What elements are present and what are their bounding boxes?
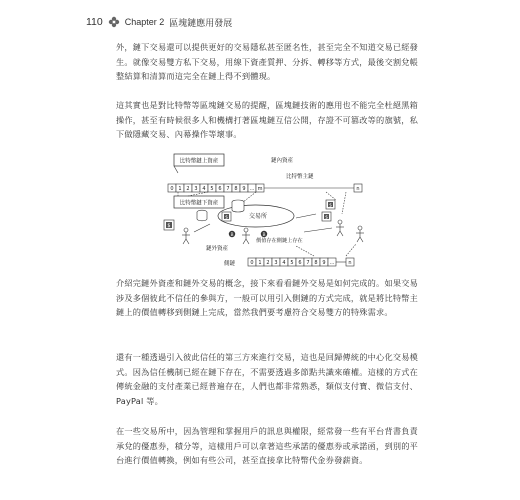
svg-text:B: B: [262, 233, 266, 238]
offchain-asset-label: 鏈外資產: [206, 246, 229, 252]
mainchain-block-label: 1: [178, 186, 182, 192]
btc-mainchain-label: 比特幣主鏈: [286, 174, 314, 180]
sidechain-block-label: 8: [314, 260, 318, 266]
sidechain-block-label: 4: [282, 260, 286, 266]
onchain-asset-label: 鏈內資產: [271, 158, 294, 164]
sidechain-block-label: ...: [329, 260, 335, 266]
svg-text:$: $: [167, 223, 171, 229]
sidechain-block-label: 5: [290, 260, 294, 266]
mainchain-block-label: 3: [194, 186, 198, 192]
dollar-coupon-icon: [222, 212, 231, 221]
dollar-coupon-icon: [322, 212, 331, 221]
sidechain-block-label: 1: [258, 260, 262, 266]
value-on-sidechain-label: 價值存在側鏈上存在: [256, 238, 303, 244]
sidechain-block-label: 3: [274, 260, 278, 266]
btc-offchain-asset-label: 比特幣鏈下資產: [179, 200, 219, 207]
sidechain-label: 側鏈: [224, 261, 236, 267]
person-icon: [356, 226, 364, 242]
dollar-coupon-icon: [164, 220, 174, 230]
mainchain-block-label: 2: [186, 186, 190, 192]
chapter-title: 區塊鏈應用發展: [169, 18, 233, 29]
paragraph-1: 外，鏈下交易還可以提供更好的交易隱私甚至匿名性，甚至完全不知道交易已經發生。就像交易雙方私下交易，用線下資產質押、分拆、轉移等方式，最後交割兌帳整結算和清算而這完全在鏈上得不到體現。: [116, 42, 418, 82]
paragraph-4: 還有一種透過引入彼此信任的第三方來進行交易，這也是回歸傳統的中心化交易模式。因為信任機制已經在鏈下存在，不需要透過多節點共識來確權。這樣的方式在傳統金融的支付產業已經普遍存在，人們也都非常熟悉，類似支付寶、微信支付、PayPal 等。: [116, 352, 418, 406]
sidechain-block-label: 0: [250, 260, 254, 266]
btc-onchain-asset-label: 比特幣鏈上資產: [179, 158, 219, 165]
bitcoin-icon: [229, 231, 235, 238]
database-icon: [232, 200, 244, 212]
mainchain-block-label: 7: [226, 186, 230, 192]
svg-text:$: $: [325, 215, 328, 221]
sidechain-block-label: 7: [306, 260, 310, 266]
sidechain-tail-label: n: [348, 260, 352, 266]
sidechain-block-label: 9: [322, 260, 326, 266]
svg-text:$: $: [225, 215, 228, 221]
paragraph-3: 介紹完鏈外資產和鏈外交易的概念，接下來看看鏈外交易是如何完成的。如果交易涉及多個彼此不信任的參與方，一般可以用引入側鏈的方式完成，就是將比特幣主鏈上的價值轉移到側鏈上完成，當然我們要考慮符合交易雙方的特殊需求。: [116, 278, 418, 318]
mainchain-block-label: 5: [210, 186, 214, 192]
mainchain-block-label: 8: [234, 186, 238, 192]
bitcoin-icon: [261, 231, 267, 238]
sidechain-block-label: 6: [298, 260, 302, 266]
mainchain-block-label: 0: [170, 186, 174, 192]
page-header: [86, 14, 232, 30]
svg-text:B: B: [230, 233, 234, 238]
flower-ornament-icon: [108, 16, 120, 28]
sidechain-block-label: 2: [266, 260, 270, 266]
person-icon: [336, 220, 344, 236]
dollar-coupon-icon: [326, 200, 335, 209]
person-icon: [242, 228, 250, 244]
sidechain-blocks: [248, 258, 354, 266]
database-icon: [197, 210, 207, 221]
exchange-label: 交易所: [248, 213, 268, 220]
person-icon: [182, 228, 190, 244]
svg-text:$: $: [329, 203, 332, 209]
sidechain-diagram: [146, 152, 378, 272]
paragraph-5: 在一些交易所中，因為管理和掌握用戶的訊息與權限，經常發一些有平台背書負責承兌的優惠券，積分等，這樣用戶可以拿著這些承諾的優惠券或承諾函，到別的平台進行價值轉換，例如有些公司，甚至直接拿比特幣代金券發薪資。: [116, 426, 418, 466]
mainchain-block-label: m: [257, 186, 263, 192]
mainchain-block-label: 9: [242, 186, 246, 192]
chapter-label: Chapter 2: [124, 17, 165, 27]
paragraph-2: 這其實也是對比特幣等區塊鏈交易的提醒，區塊鏈技術的應用也不能完全杜絕黑箱操作，甚至有時候很多人和機構打著區塊鏈互信公開，存證不可篡改等的旗號，私下做隱藏交易、內幕操作等壞事。: [116, 100, 418, 140]
mainchain-block-label: 4: [202, 186, 206, 192]
mainchain-block-label: ...: [249, 186, 255, 192]
mainchain-blocks: [168, 184, 362, 192]
mainchain-block-label: 6: [218, 186, 222, 192]
page-number: 110: [86, 16, 103, 28]
mainchain-tail-label: n: [356, 186, 360, 192]
